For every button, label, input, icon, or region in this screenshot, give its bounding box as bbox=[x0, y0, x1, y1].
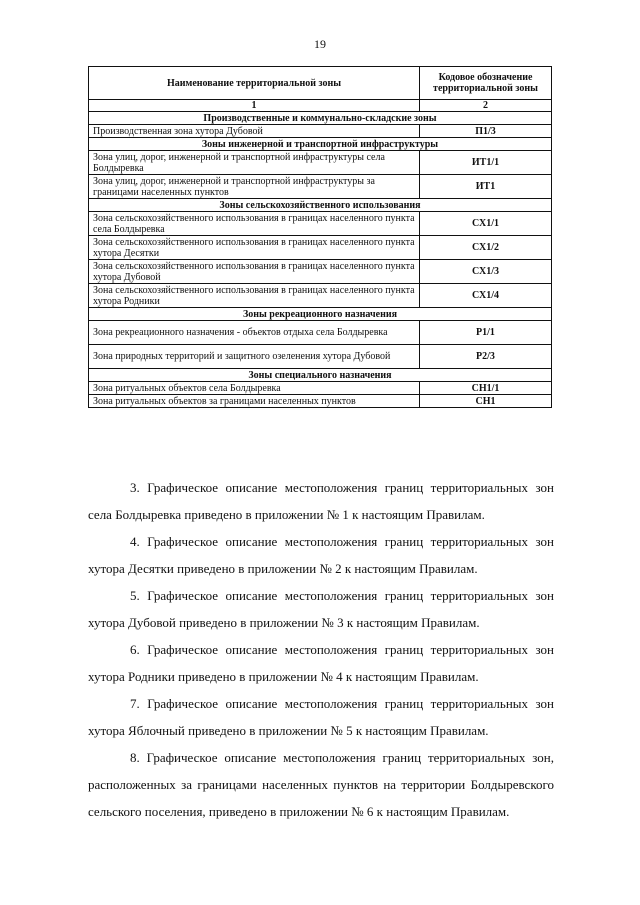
section-row bbox=[89, 308, 552, 321]
section-row bbox=[89, 138, 552, 151]
section-title: Производственные и коммунально-складские зоны bbox=[89, 112, 552, 125]
zones-table bbox=[88, 66, 552, 408]
table-row bbox=[89, 151, 552, 175]
page-number: 19 bbox=[314, 37, 326, 51]
table-row bbox=[89, 212, 552, 236]
zone-name-cell: Зона ритуальных объектов села Болдыревка bbox=[89, 382, 420, 395]
column-number: 2 bbox=[420, 100, 552, 112]
zone-code-cell: ИТ1/1 bbox=[420, 151, 552, 175]
table-row bbox=[89, 321, 552, 345]
zone-code-cell: СХ1/2 bbox=[420, 236, 552, 260]
header-zone-code: Кодовое обозначение территориальной зоны bbox=[420, 67, 552, 100]
zone-code-cell: Р1/1 bbox=[420, 321, 552, 345]
zone-code-cell: СХ1/1 bbox=[420, 212, 552, 236]
zone-name-cell: Зона рекреационного назначения - объектов отдыха села Болдыревка bbox=[89, 321, 420, 345]
zone-code-cell: ИТ1 bbox=[420, 175, 552, 199]
table-row bbox=[89, 260, 552, 284]
table-row bbox=[89, 395, 552, 408]
section-row bbox=[89, 112, 552, 125]
table-header-row bbox=[89, 67, 552, 100]
zone-name-cell: Зона сельскохозяйственного использования в границах населенного пункта хутора Родники bbox=[89, 284, 420, 308]
zone-code-cell: СН1/1 bbox=[420, 382, 552, 395]
zone-code-cell: СХ1/4 bbox=[420, 284, 552, 308]
zone-code-cell: П1/3 bbox=[420, 125, 552, 138]
paragraph: 4. Графическое описание местоположения границ территориальных зон хутора Десятки приведено в приложении № 2 к настоящим Правилам. bbox=[88, 534, 554, 576]
zone-name-cell: Зона ритуальных объектов за границами населенных пунктов bbox=[89, 395, 420, 408]
paragraph: 5. Графическое описание местоположения границ территориальных зон хутора Дубовой приведено в приложении № 3 к настоящим Правилам. bbox=[88, 588, 554, 630]
table-row bbox=[89, 345, 552, 369]
zone-name-cell: Зона сельскохозяйственного использования в границах населенного пункта хутора Дубовой bbox=[89, 260, 420, 284]
column-number: 1 bbox=[89, 100, 420, 112]
table-row bbox=[89, 175, 552, 199]
column-number-row bbox=[89, 100, 552, 112]
section-row bbox=[89, 199, 552, 212]
paragraph: 7. Графическое описание местоположения границ территориальных зон хутора Яблочный приведено в приложении № 5 к настоящим Правилам. bbox=[88, 696, 554, 738]
table-row bbox=[89, 382, 552, 395]
zone-name-cell: Зона сельскохозяйственного использования в границах населенного пункта села Болдыревка bbox=[89, 212, 420, 236]
section-title: Зоны сельскохозяйственного использования bbox=[89, 199, 552, 212]
paragraph: 8. Графическое описание местоположения границ территориальных зон, расположенных за границами населенных пунктов на территории Болдыревского сельского поселения, приведено в приложении № 6 к настоящим Правилам. bbox=[88, 750, 554, 819]
zone-name-cell: Производственная зона хутора Дубовой bbox=[89, 125, 420, 138]
zone-name-cell: Зона улиц, дорог, инженерной и транспортной инфраструктуры за границами населенных пунктов bbox=[89, 175, 420, 199]
header-zone-name: Наименование территориальной зоны bbox=[89, 67, 420, 100]
zones-table-body bbox=[89, 100, 552, 408]
zone-name-cell: Зона улиц, дорог, инженерной и транспортной инфраструктуры села Болдыревка bbox=[89, 151, 420, 175]
zone-code-cell: СХ1/3 bbox=[420, 260, 552, 284]
section-title: Зоны рекреационного назначения bbox=[89, 308, 552, 321]
zone-name-cell: Зона природных территорий и защитного озеленения хутора Дубовой bbox=[89, 345, 420, 369]
section-row bbox=[89, 369, 552, 382]
table-row bbox=[89, 125, 552, 138]
section-title: Зоны специального назначения bbox=[89, 369, 552, 382]
section-title: Зоны инженерной и транспортной инфраструктуры bbox=[89, 138, 552, 151]
paragraph: 6. Графическое описание местоположения границ территориальных зон хутора Родники приведено в приложении № 4 к настоящим Правилам. bbox=[88, 642, 554, 684]
paragraph: 3. Графическое описание местоположения границ территориальных зон села Болдыревка приведено в приложении № 1 к настоящим Правилам. bbox=[88, 480, 554, 522]
body-text bbox=[88, 474, 554, 825]
zone-name-cell: Зона сельскохозяйственного использования в границах населенного пункта хутора Десятки bbox=[89, 236, 420, 260]
zone-code-cell: Р2/3 bbox=[420, 345, 552, 369]
table-row bbox=[89, 236, 552, 260]
table-row bbox=[89, 284, 552, 308]
zone-code-cell: СН1 bbox=[420, 395, 552, 408]
